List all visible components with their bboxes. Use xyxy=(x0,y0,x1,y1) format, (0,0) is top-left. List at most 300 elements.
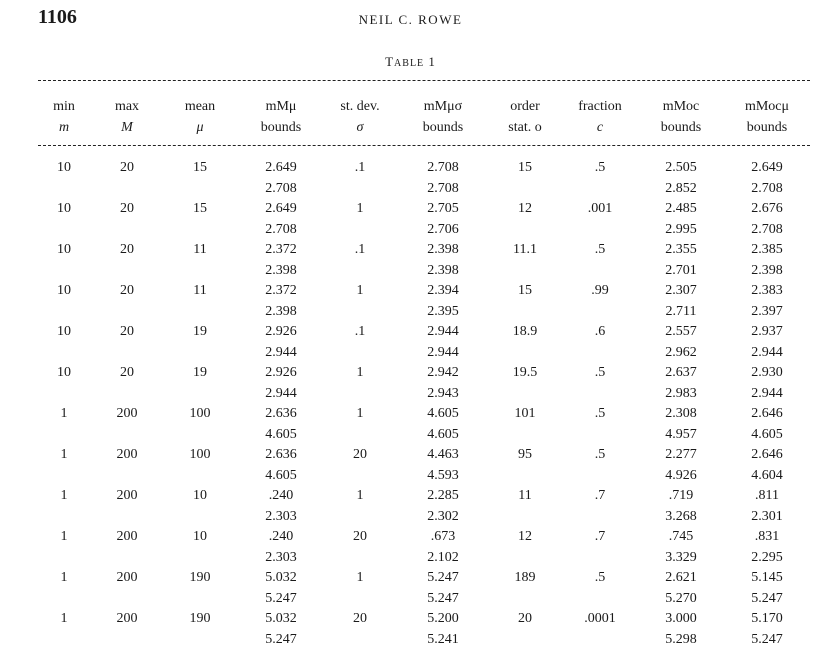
cell-value: 20 xyxy=(353,529,367,544)
table-cell-max xyxy=(102,568,152,589)
table-cell-mMmu xyxy=(248,486,314,527)
table-cell-fraction xyxy=(566,609,634,630)
cell-value: 18.9 xyxy=(512,324,538,339)
cell-value: .745 xyxy=(668,529,694,544)
header-mMmu-bounds xyxy=(248,96,314,138)
cell-value: 2.636 xyxy=(265,406,297,421)
cell-value: 2.636 xyxy=(265,447,297,462)
cell-value-upper: 4.605 xyxy=(427,426,459,442)
cell-value: 2.926 xyxy=(265,324,297,339)
cell-value-upper: 5.270 xyxy=(665,590,697,606)
header-min-symbol: m xyxy=(58,120,70,135)
cell-value-upper: 3.268 xyxy=(665,508,697,524)
cell-value: 2.485 xyxy=(665,201,697,216)
page-number: 1106 xyxy=(38,6,77,28)
table-cell-mMoc xyxy=(648,527,714,568)
cell-value-upper: 5.247 xyxy=(265,590,297,606)
table-cell-min xyxy=(40,363,88,384)
table-cell-max xyxy=(102,404,152,425)
cell-value: 2.708 xyxy=(427,160,459,175)
table-cell-mean xyxy=(172,322,228,343)
table-row xyxy=(0,445,821,486)
table-cell-min xyxy=(40,281,88,302)
table-cell-mean xyxy=(172,527,228,548)
table-cell-fraction xyxy=(566,158,634,179)
table-cell-sd xyxy=(327,404,393,425)
cell-value-upper: 4.604 xyxy=(751,467,783,483)
table-row xyxy=(0,527,821,568)
cell-value-upper: 2.944 xyxy=(265,385,297,401)
header-mMoc-label: mMoc xyxy=(662,99,700,114)
cell-value-upper: 5.247 xyxy=(265,631,297,647)
cell-value: 20 xyxy=(120,242,134,257)
table-cell-mMmu xyxy=(248,445,314,486)
table-cell-order xyxy=(492,281,558,302)
cell-value: 3.000 xyxy=(665,611,697,626)
table-cell-mMocmu xyxy=(731,527,803,568)
table-cell-mMocmu xyxy=(731,240,803,281)
table-cell-fraction xyxy=(566,527,634,548)
table-row xyxy=(0,240,821,281)
table-cell-sd xyxy=(327,609,393,630)
table-cell-mMmusig xyxy=(410,199,476,240)
cell-value: .0001 xyxy=(584,611,616,626)
cell-value: 19.5 xyxy=(512,365,538,380)
table-cell-mMmu xyxy=(248,240,314,281)
cell-value: 1 xyxy=(60,447,68,462)
header-min xyxy=(40,96,88,138)
table-cell-mMmu xyxy=(248,568,314,609)
header-st-dev xyxy=(327,96,393,138)
cell-value-upper: 4.605 xyxy=(751,426,783,442)
cell-value: 1 xyxy=(356,201,364,216)
table-cell-mMocmu xyxy=(731,609,803,650)
table-cell-mMoc xyxy=(648,445,714,486)
cell-value-upper: 4.926 xyxy=(665,467,697,483)
cell-value: .673 xyxy=(430,529,456,544)
cell-value: 20 xyxy=(353,611,367,626)
cell-value-upper: 2.301 xyxy=(751,508,783,524)
cell-value-upper: 2.962 xyxy=(665,344,697,360)
cell-value: 11.1 xyxy=(513,242,537,257)
table-cell-mMmusig xyxy=(410,281,476,322)
table-cell-mMmu xyxy=(248,404,314,445)
header-mMmu-sub: bounds xyxy=(260,120,302,135)
cell-value-upper: 5.247 xyxy=(427,590,459,606)
table-cell-order xyxy=(492,199,558,220)
cell-value: 2.637 xyxy=(665,365,697,380)
table-cell-mMmu xyxy=(248,158,314,199)
table-cell-max xyxy=(102,445,152,466)
table-cell-mMmu xyxy=(248,281,314,322)
table-cell-mMocmu xyxy=(731,199,803,240)
cell-value-upper: 2.944 xyxy=(265,344,297,360)
table-cell-mMocmu xyxy=(731,363,803,404)
cell-value: .719 xyxy=(668,488,694,503)
cell-value: 20 xyxy=(120,160,134,175)
table-top-rule xyxy=(38,80,810,81)
cell-value: 10 xyxy=(57,283,71,298)
cell-value: 15 xyxy=(518,160,532,175)
table-title xyxy=(0,54,821,70)
cell-value-upper: 2.995 xyxy=(665,221,697,237)
cell-value-upper: 5.247 xyxy=(751,631,783,647)
header-mMmusigma-sub: bounds xyxy=(422,120,464,135)
cell-value: .5 xyxy=(594,365,606,380)
cell-value: 11 xyxy=(193,283,207,298)
cell-value-upper: 2.398 xyxy=(265,262,297,278)
table-cell-mMoc xyxy=(648,404,714,445)
table-cell-mMocmu xyxy=(731,322,803,363)
table-cell-min xyxy=(40,568,88,589)
cell-value: 1 xyxy=(60,406,68,421)
table-title-number: 1 xyxy=(424,54,436,69)
cell-value: 2.937 xyxy=(751,324,783,339)
table-cell-fraction xyxy=(566,363,634,384)
cell-value-upper: 2.302 xyxy=(427,508,459,524)
table-cell-fraction xyxy=(566,445,634,466)
table-cell-order xyxy=(492,158,558,179)
table-cell-mMoc xyxy=(648,199,714,240)
header-min-label: min xyxy=(53,99,75,114)
table-cell-mean xyxy=(172,486,228,507)
table-row xyxy=(0,486,821,527)
cell-value: 200 xyxy=(116,447,138,462)
cell-value: 190 xyxy=(189,611,211,626)
table-cell-sd xyxy=(327,322,393,343)
table-cell-mMmusig xyxy=(410,240,476,281)
cell-value: 5.170 xyxy=(751,611,783,626)
table-row xyxy=(0,609,821,650)
cell-value: 5.200 xyxy=(427,611,459,626)
cell-value-upper: 5.247 xyxy=(751,590,783,606)
cell-value: 190 xyxy=(189,570,211,585)
table-cell-max xyxy=(102,609,152,630)
cell-value: 10 xyxy=(57,160,71,175)
cell-value-upper: 2.711 xyxy=(665,303,697,319)
cell-value-upper: 2.706 xyxy=(427,221,459,237)
cell-value: 1 xyxy=(60,611,68,626)
table-cell-mean xyxy=(172,240,228,261)
table-cell-mean xyxy=(172,445,228,466)
cell-value: .7 xyxy=(594,529,606,544)
cell-value: 200 xyxy=(116,406,138,421)
table-cell-max xyxy=(102,199,152,220)
cell-value: .5 xyxy=(594,447,606,462)
cell-value: .240 xyxy=(268,529,294,544)
cell-value: 100 xyxy=(189,447,211,462)
cell-value: .6 xyxy=(594,324,606,339)
header-mMocmu-sub: bounds xyxy=(746,120,788,135)
header-order-stat xyxy=(492,96,558,138)
cell-value-upper: 2.943 xyxy=(427,385,459,401)
table-cell-max xyxy=(102,322,152,343)
header-mMmu-label: mMμ xyxy=(265,99,297,114)
cell-value: 189 xyxy=(514,570,536,585)
table-cell-min xyxy=(40,609,88,630)
table-cell-order xyxy=(492,322,558,343)
cell-value: 10 xyxy=(193,529,207,544)
table-cell-mMmusig xyxy=(410,363,476,404)
table-cell-mMmu xyxy=(248,322,314,363)
cell-value: 2.398 xyxy=(427,242,459,257)
cell-value: 10 xyxy=(57,365,71,380)
header-mean xyxy=(172,96,228,138)
table-cell-min xyxy=(40,404,88,425)
table-cell-mMoc xyxy=(648,322,714,363)
cell-value: .7 xyxy=(594,488,606,503)
header-mMoc-sub: bounds xyxy=(660,120,702,135)
cell-value: 2.649 xyxy=(751,160,783,175)
header-mMocmu-bounds xyxy=(731,96,803,138)
cell-value: 19 xyxy=(193,365,207,380)
table-cell-mean xyxy=(172,158,228,179)
table-cell-mMmu xyxy=(248,363,314,404)
table-cell-fraction xyxy=(566,486,634,507)
cell-value: .831 xyxy=(754,529,780,544)
table-cell-sd xyxy=(327,486,393,507)
table-cell-min xyxy=(40,158,88,179)
cell-value: 4.463 xyxy=(427,447,459,462)
cell-value-upper: 2.944 xyxy=(751,344,783,360)
cell-value: 20 xyxy=(120,365,134,380)
cell-value: 200 xyxy=(116,529,138,544)
header-st-dev-symbol: σ xyxy=(356,120,364,135)
cell-value: 2.942 xyxy=(427,365,459,380)
table-cell-max xyxy=(102,281,152,302)
table-cell-min xyxy=(40,486,88,507)
header-order-label: order xyxy=(510,99,540,114)
cell-value: 1 xyxy=(60,488,68,503)
table-cell-mMmu xyxy=(248,609,314,650)
table-cell-max xyxy=(102,527,152,548)
table-cell-min xyxy=(40,240,88,261)
header-mean-label: mean xyxy=(184,99,216,114)
cell-value: 10 xyxy=(57,201,71,216)
cell-value-upper: 2.395 xyxy=(427,303,459,319)
cell-value-upper: 2.852 xyxy=(665,180,697,196)
cell-value: 2.372 xyxy=(265,242,297,257)
cell-value: .001 xyxy=(587,201,613,216)
cell-value: .5 xyxy=(594,406,606,421)
cell-value: 2.308 xyxy=(665,406,697,421)
cell-value: 2.557 xyxy=(665,324,697,339)
table-cell-fraction xyxy=(566,568,634,589)
table-cell-mMmusig xyxy=(410,527,476,568)
table-cell-mMocmu xyxy=(731,486,803,527)
cell-value: 2.277 xyxy=(665,447,697,462)
cell-value: 2.649 xyxy=(265,160,297,175)
cell-value: 100 xyxy=(189,406,211,421)
cell-value-upper: 5.241 xyxy=(427,631,459,647)
header-fraction-label: fraction xyxy=(578,99,622,114)
cell-value-upper: 2.303 xyxy=(265,508,297,524)
cell-value-upper: 2.708 xyxy=(427,180,459,196)
cell-value-upper: 2.398 xyxy=(751,262,783,278)
cell-value: 2.505 xyxy=(665,160,697,175)
table-cell-sd xyxy=(327,363,393,384)
table-cell-min xyxy=(40,199,88,220)
cell-value: 1 xyxy=(356,488,364,503)
cell-value: 2.307 xyxy=(665,283,697,298)
cell-value: 2.385 xyxy=(751,242,783,257)
table-row xyxy=(0,568,821,609)
cell-value-upper: 2.944 xyxy=(427,344,459,360)
header-mMocmu-label: mMocμ xyxy=(744,99,790,114)
table-cell-mMoc xyxy=(648,240,714,281)
table-cell-mMoc xyxy=(648,568,714,609)
header-max-label: max xyxy=(114,99,140,114)
cell-value: .5 xyxy=(594,242,606,257)
running-head: NEIL C. ROWE xyxy=(358,12,463,27)
cell-value: 2.926 xyxy=(265,365,297,380)
cell-value-upper: 2.303 xyxy=(265,549,297,565)
table-cell-mMocmu xyxy=(731,568,803,609)
table-cell-max xyxy=(102,363,152,384)
table-cell-min xyxy=(40,527,88,548)
table-cell-sd xyxy=(327,199,393,220)
table-cell-mean xyxy=(172,404,228,425)
cell-value: .811 xyxy=(755,488,779,503)
cell-value: 11 xyxy=(518,488,532,503)
cell-value: 10 xyxy=(193,488,207,503)
cell-value: .1 xyxy=(354,160,366,175)
table-cell-mMmusig xyxy=(410,609,476,650)
table-cell-fraction xyxy=(566,281,634,302)
table-cell-fraction xyxy=(566,199,634,220)
cell-value-upper: 3.329 xyxy=(665,549,697,565)
cell-value: 20 xyxy=(518,611,532,626)
table-cell-fraction xyxy=(566,322,634,343)
header-mMoc-bounds xyxy=(648,96,714,138)
cell-value: 2.621 xyxy=(665,570,697,585)
table-cell-mean xyxy=(172,363,228,384)
table-title-initial: T xyxy=(385,54,395,69)
cell-value-upper: 2.708 xyxy=(751,180,783,196)
table-row xyxy=(0,281,821,322)
table-cell-mMmusig xyxy=(410,404,476,445)
cell-value: .99 xyxy=(591,283,609,298)
header-max xyxy=(102,96,152,138)
table-cell-mMmusig xyxy=(410,486,476,527)
cell-value-upper: 4.605 xyxy=(265,426,297,442)
cell-value-upper: 2.708 xyxy=(265,221,297,237)
table-cell-min xyxy=(40,322,88,343)
cell-value-upper: 2.398 xyxy=(265,303,297,319)
cell-value: 1 xyxy=(60,529,68,544)
header-mean-symbol: μ xyxy=(196,120,204,135)
table-row xyxy=(0,363,821,404)
table-cell-mMmusig xyxy=(410,568,476,609)
cell-value: 2.646 xyxy=(751,447,783,462)
cell-value: 2.394 xyxy=(427,283,459,298)
table-cell-mMoc xyxy=(648,609,714,650)
table-cell-sd xyxy=(327,527,393,548)
cell-value-upper: 5.298 xyxy=(665,631,697,647)
table-cell-mMmusig xyxy=(410,158,476,199)
cell-value-upper: 4.957 xyxy=(665,426,697,442)
cell-value: 95 xyxy=(518,447,532,462)
cell-value: .1 xyxy=(354,324,366,339)
table-cell-order xyxy=(492,363,558,384)
cell-value: 20 xyxy=(120,283,134,298)
table-cell-sd xyxy=(327,240,393,261)
cell-value: 20 xyxy=(120,324,134,339)
cell-value: 5.032 xyxy=(265,570,297,585)
cell-value-upper: 2.102 xyxy=(427,549,459,565)
header-mMmusigma-label: mMμσ xyxy=(423,99,463,114)
cell-value: 2.676 xyxy=(751,201,783,216)
cell-value: 200 xyxy=(116,570,138,585)
table-cell-order xyxy=(492,404,558,425)
table-cell-order xyxy=(492,486,558,507)
table-cell-mean xyxy=(172,568,228,589)
cell-value: 11 xyxy=(193,242,207,257)
table-cell-max xyxy=(102,240,152,261)
table-cell-mMocmu xyxy=(731,281,803,322)
header-fraction xyxy=(566,96,634,138)
table-cell-mMoc xyxy=(648,158,714,199)
cell-value: 1 xyxy=(356,365,364,380)
header-max-symbol: M xyxy=(121,120,133,135)
cell-value: 1 xyxy=(356,283,364,298)
table-cell-order xyxy=(492,445,558,466)
cell-value-upper: 4.605 xyxy=(265,467,297,483)
cell-value: 5.032 xyxy=(265,611,297,626)
table-cell-mMoc xyxy=(648,363,714,404)
cell-value: 1 xyxy=(356,406,364,421)
table-body xyxy=(0,158,821,650)
table-cell-mMmu xyxy=(248,527,314,568)
cell-value: .240 xyxy=(268,488,294,503)
table-cell-fraction xyxy=(566,404,634,425)
table-cell-order xyxy=(492,527,558,548)
table-cell-mMocmu xyxy=(731,445,803,486)
table-cell-mean xyxy=(172,199,228,220)
cell-value: .5 xyxy=(594,160,606,175)
cell-value: 2.355 xyxy=(665,242,697,257)
cell-value: 200 xyxy=(116,488,138,503)
cell-value: 5.145 xyxy=(751,570,783,585)
table-row xyxy=(0,158,821,199)
table-cell-mMmu xyxy=(248,199,314,240)
cell-value: 2.705 xyxy=(427,201,459,216)
cell-value-upper: 2.701 xyxy=(665,262,697,278)
table-cell-mMoc xyxy=(648,486,714,527)
table-cell-max xyxy=(102,158,152,179)
cell-value: 2.649 xyxy=(265,201,297,216)
cell-value-upper: 2.398 xyxy=(427,262,459,278)
cell-value-upper: 2.944 xyxy=(751,385,783,401)
cell-value: 15 xyxy=(518,283,532,298)
table-cell-sd xyxy=(327,158,393,179)
cell-value: 19 xyxy=(193,324,207,339)
table-cell-sd xyxy=(327,445,393,466)
cell-value: 2.930 xyxy=(751,365,783,380)
cell-value: .5 xyxy=(594,570,606,585)
table-cell-sd xyxy=(327,281,393,302)
cell-value: 20 xyxy=(353,447,367,462)
cell-value-upper: 2.295 xyxy=(751,549,783,565)
table-cell-order xyxy=(492,568,558,589)
table-cell-mMmusig xyxy=(410,445,476,486)
cell-value: 15 xyxy=(193,201,207,216)
table-cell-order xyxy=(492,240,558,261)
table-cell-fraction xyxy=(566,240,634,261)
cell-value-upper: 2.708 xyxy=(265,180,297,196)
table-row xyxy=(0,404,821,445)
header-order-sub: stat. o xyxy=(508,120,542,135)
